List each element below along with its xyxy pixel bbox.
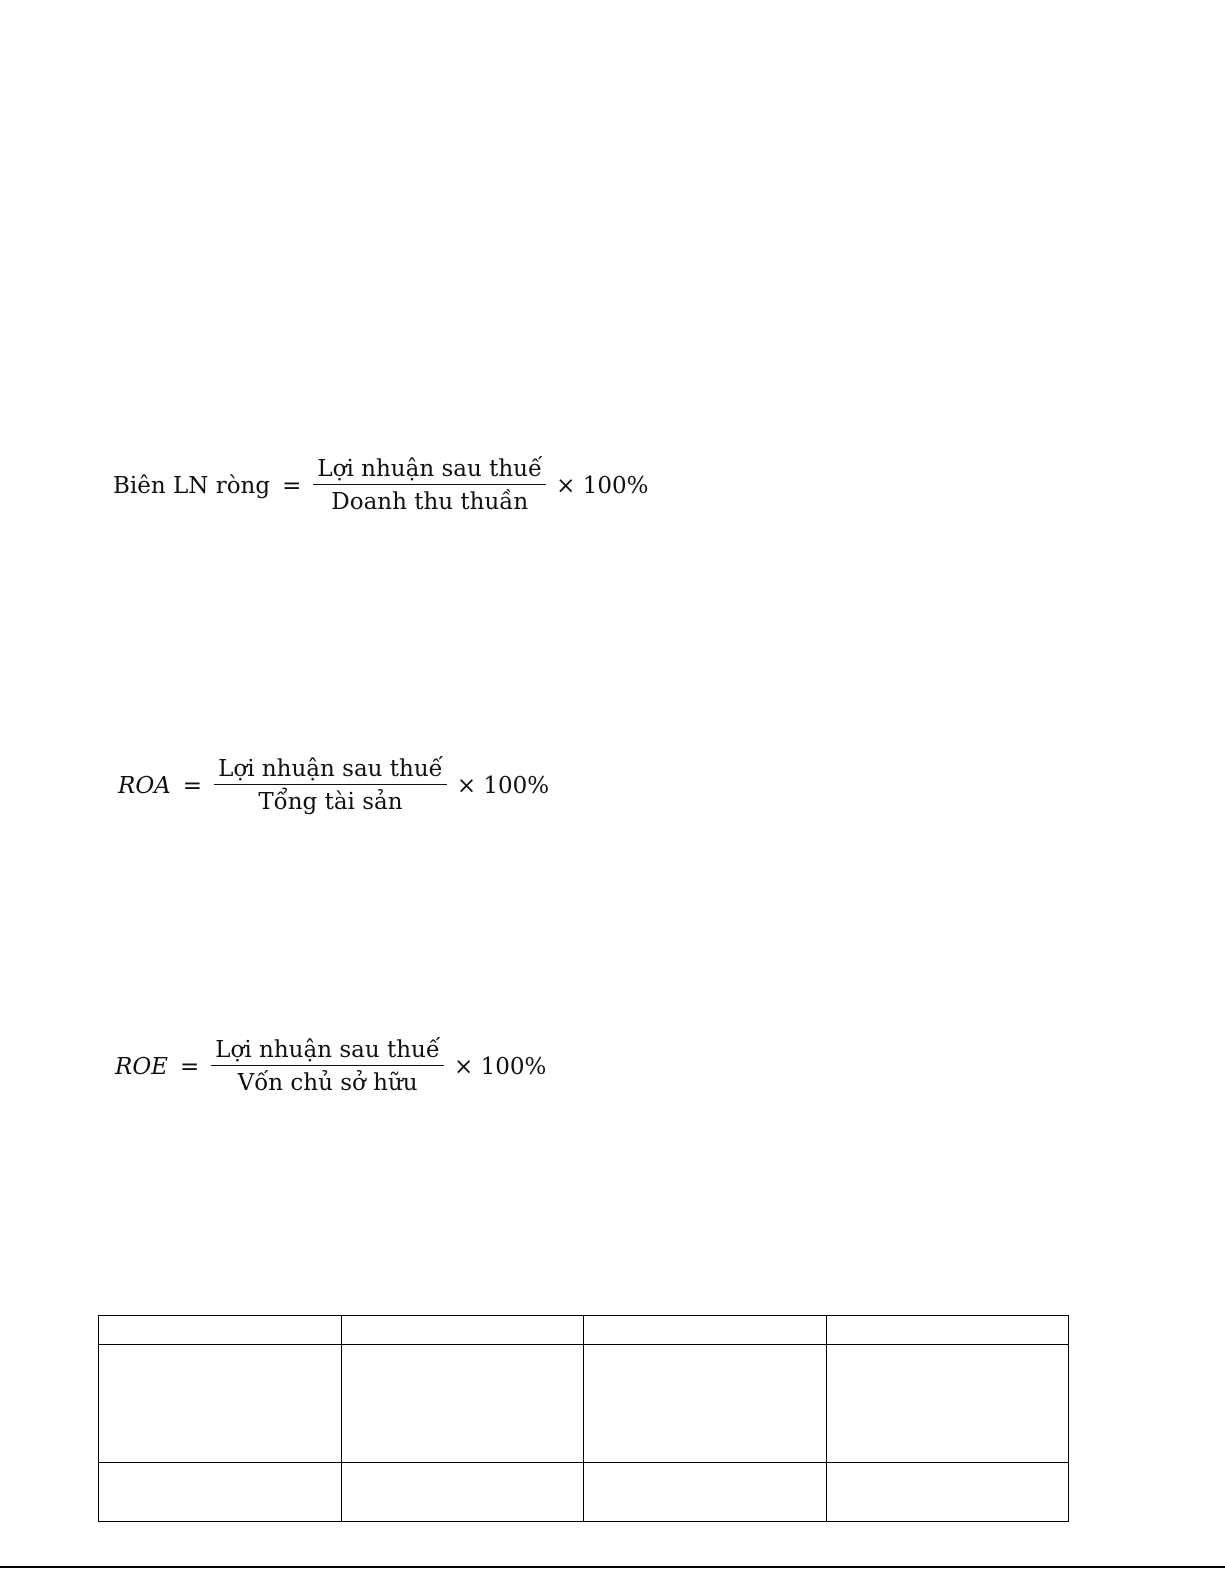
net-profit-margin-formula xyxy=(113,456,648,515)
table-cell xyxy=(826,1316,1069,1345)
table-cell xyxy=(584,1316,827,1345)
fraction xyxy=(211,1037,444,1096)
table-cell xyxy=(341,1316,584,1345)
table-cell xyxy=(341,1463,584,1522)
formula-lhs: ROA xyxy=(118,772,171,799)
fraction-numerator: Lợi nhuận sau thuế xyxy=(211,1037,444,1066)
multiplier: × 100% xyxy=(453,1053,547,1080)
table-cell xyxy=(826,1345,1069,1463)
multiplier: × 100% xyxy=(456,772,550,799)
table-cell xyxy=(341,1345,584,1463)
fraction-denominator: Tổng tài sản xyxy=(258,789,403,815)
empty-table xyxy=(98,1315,1069,1522)
formula-lhs: ROE xyxy=(115,1053,168,1080)
roe-formula xyxy=(115,1037,546,1096)
fraction-numerator: Lợi nhuận sau thuế xyxy=(214,756,447,785)
multiplier: × 100% xyxy=(556,472,649,499)
table-cell xyxy=(584,1463,827,1522)
table-row xyxy=(99,1316,1069,1345)
fraction xyxy=(313,456,546,515)
table-cell xyxy=(99,1345,342,1463)
table-cell xyxy=(584,1345,827,1463)
equals-sign: = xyxy=(282,472,302,499)
table-cell xyxy=(99,1463,342,1522)
table-row xyxy=(99,1463,1069,1522)
fraction-denominator: Doanh thu thuần xyxy=(331,489,529,515)
equals-sign: = xyxy=(182,772,203,799)
fraction-denominator: Vốn chủ sở hữu xyxy=(237,1070,418,1096)
equals-sign: = xyxy=(179,1053,200,1080)
table-cell xyxy=(99,1316,342,1345)
fraction xyxy=(214,756,447,815)
page-bottom-rule xyxy=(0,1566,1225,1568)
roa-formula xyxy=(118,756,549,815)
fraction-numerator: Lợi nhuận sau thuế xyxy=(313,456,546,485)
table-row xyxy=(99,1345,1069,1463)
formula-lhs: Biên LN ròng xyxy=(113,472,271,499)
table-cell xyxy=(826,1463,1069,1522)
